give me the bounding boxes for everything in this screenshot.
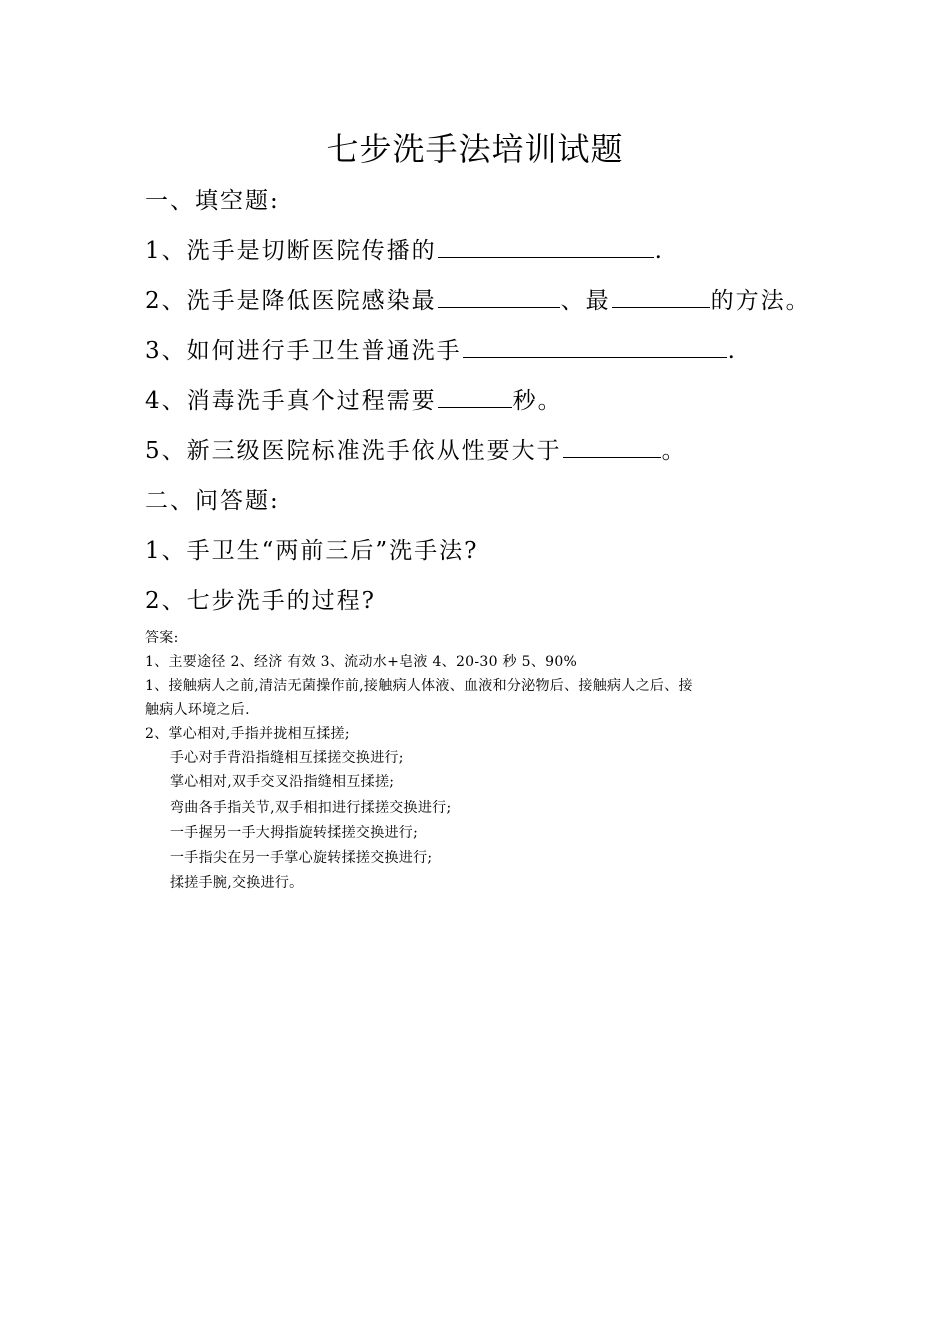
- q1-text: 1、洗手是切断医院传播的: [145, 238, 437, 264]
- q4-end: 秒。: [512, 388, 563, 414]
- q1-blank: [438, 235, 654, 258]
- fill-question-4: [145, 384, 563, 418]
- answer-step: 揉搓手腕,交换进行。: [170, 875, 304, 891]
- fill-question-5: [145, 434, 687, 468]
- q5-text: 5、新三级医院标准洗手依从性要大于: [145, 438, 562, 464]
- answer-fill-line: 1、主要途径 2、经济 有效 3、流动水+皂液 4、20-30 秒 5、90%: [145, 654, 578, 670]
- q4-blank: [438, 385, 512, 408]
- q3-blank: [463, 335, 727, 358]
- answer-step: 手心对手背沿指缝相互揉搓交换进行;: [170, 750, 404, 766]
- q2-mid: 、最: [560, 288, 611, 314]
- answer-step: 弯曲各手指关节,双手相扣进行揉搓交换进行;: [170, 800, 452, 816]
- q5-blank: [563, 435, 661, 458]
- answers-label: 答案:: [145, 630, 179, 646]
- answer-qa1-line2: 触病人环境之后.: [145, 702, 250, 718]
- qa-question-2: 2、七步洗手的过程?: [145, 588, 376, 614]
- q4-text: 4、消毒洗手真个过程需要: [145, 388, 437, 414]
- q3-end: .: [727, 338, 737, 364]
- answer-step: 一手握另一手大拇指旋转揉搓交换进行;: [170, 825, 419, 841]
- fill-question-2: [145, 284, 811, 318]
- q1-end: .: [654, 238, 664, 264]
- q2-text: 2、洗手是降低医院感染最: [145, 288, 437, 314]
- q2-blank-2: [612, 285, 710, 308]
- answer-step: 掌心相对,双手交叉沿指缝相互揉搓;: [170, 774, 395, 790]
- q2-blank-1: [438, 285, 560, 308]
- q5-end: 。: [661, 438, 687, 464]
- q3-text: 3、如何进行手卫生普通洗手: [145, 338, 462, 364]
- answer-step: 2、掌心相对,手指并拢相互揉搓;: [145, 726, 350, 742]
- qa-question-1: 1、手卫生“两前三后”洗手法?: [145, 538, 479, 564]
- answer-qa1-line1: 1、接触病人之前,清洁无菌操作前,接触病人体液、血液和分泌物后、接触病人之后、接: [145, 678, 693, 694]
- answer-step: 一手指尖在另一手掌心旋转揉搓交换进行;: [170, 850, 433, 866]
- document-title: 七步洗手法培训试题: [326, 130, 624, 168]
- q2-end: 的方法。: [710, 288, 811, 314]
- section2-heading: 二、问答题:: [145, 488, 280, 514]
- section1-heading: 一、填空题:: [145, 188, 280, 214]
- fill-question-3: [145, 334, 737, 368]
- fill-question-1: [145, 234, 664, 268]
